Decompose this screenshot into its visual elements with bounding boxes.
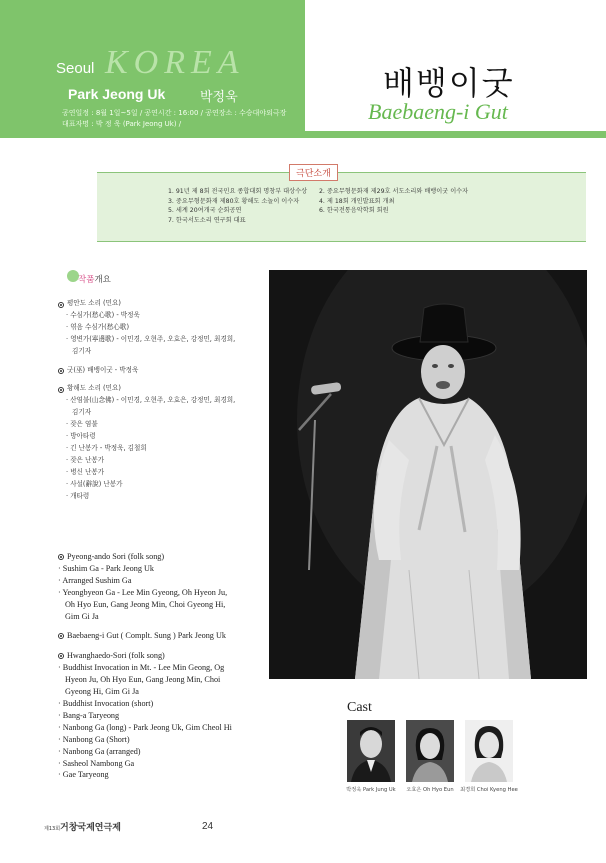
cast-photo xyxy=(347,720,395,782)
list-item: 김기자 xyxy=(72,346,92,355)
cast-name: 박정욱 Park Jung Uk xyxy=(346,787,396,793)
list-item: · 영변가(寧邊歌) - 이민경, 오현주, 오효은, 강정민, 최경희, xyxy=(66,334,236,343)
program-block xyxy=(58,551,273,622)
header-country: KOREA xyxy=(105,44,245,81)
representative-info: 대표자명 : 박 정 욱 (Park Jeong Uk) / xyxy=(62,120,182,128)
cast-name: 오효은 Oh Hyo Eun xyxy=(406,787,454,793)
list-item: · Buddhist Invocation in Mt. - Lee Min Geong, Og xyxy=(58,663,225,673)
troupe-leader-en: Park Jeong Uk xyxy=(68,86,166,102)
list-item: Gyeong Hi, Gim Gi Ja xyxy=(65,687,139,697)
troupe-leader-ko: 박정욱 xyxy=(200,90,238,105)
program-title: 굿(巫) 배뱅이굿 - 박정욱 xyxy=(67,365,139,374)
header-city: Seoul xyxy=(56,60,95,77)
cast-label: Cast xyxy=(347,700,372,715)
program-block xyxy=(58,298,273,358)
program-title-row xyxy=(58,650,273,662)
list-item: · 잦은 난봉가 xyxy=(66,455,105,464)
bullet-circle-icon xyxy=(58,387,64,393)
program-title-row xyxy=(58,383,273,395)
achievement: 6. 한국전통음악학회 회원 xyxy=(319,207,389,214)
list-item: · Yeongbyeon Ga - Lee Min Gyeong, Oh Hyeon Ju, xyxy=(58,587,228,597)
program-title: 평안도 소리 (민요) xyxy=(67,299,121,307)
festival-logo xyxy=(44,820,121,833)
list-item: · 수심가(愁心歌) - 박정욱 xyxy=(66,310,140,319)
cast-name: 최경희 Choi Kyeng Hee xyxy=(460,787,518,793)
list-item: · 병신 난봉가 xyxy=(66,467,105,476)
program-block xyxy=(58,365,273,377)
cast-portrait-icon xyxy=(347,720,395,782)
troupe-achievements-right xyxy=(319,187,509,216)
list-item: Oh Hyo Eun, Gang Jeong Min, Choi Gyeong Hi, xyxy=(65,599,226,609)
bullet-circle-icon xyxy=(58,554,64,560)
cast-portrait-icon xyxy=(465,720,513,782)
bullet-circle-icon xyxy=(58,633,64,639)
achievement: 2. 중요무형문화재 제29호 서도소리와 배뱅이굿 이수자 xyxy=(319,188,469,195)
list-item: Gim Gi Ja xyxy=(65,611,99,621)
list-item: · 방아타령 xyxy=(66,432,96,441)
program-title: 황해도 소리 (민요) xyxy=(67,384,121,393)
list-item: · Nanbong Ga (arranged) xyxy=(58,746,141,756)
list-item: · 긴 난봉가 - 박정욱, 김철희 xyxy=(66,443,147,452)
program-title-row xyxy=(58,365,273,377)
performance-info: 공연일정 : 8월 1일~5일 / 공연시간 : 16:00 / 공연장소 : 수승대야외극장 xyxy=(62,109,287,117)
festival-logo-edition: 제13회 xyxy=(44,826,61,832)
list-item: · Nanbong Ga (Short) xyxy=(58,734,130,744)
list-item: · Arranged Sushim Ga xyxy=(58,575,132,585)
program-title-row xyxy=(58,630,273,642)
list-item: · Sasheol Nambong Ga xyxy=(58,758,135,768)
program-korean xyxy=(58,298,273,510)
list-item: Hyeon Ju, Oh Hyo Eun, Gang Jeong Min, Choi xyxy=(65,675,221,685)
list-item: · Sushim Ga - Park Jeong Uk xyxy=(58,563,154,573)
achievement: 4. 제 18회 개인발표회 개최 xyxy=(319,197,395,205)
list-item: · 사설(辭說) 난봉가 xyxy=(66,479,123,488)
page-number: 24 xyxy=(202,821,214,832)
program-block xyxy=(58,650,273,781)
achievement: 7. 한국서도소리 연구회 대표 xyxy=(168,216,246,224)
list-item: · 잦은 염불 xyxy=(66,420,98,429)
cast-photo xyxy=(465,720,513,782)
performer-illustration xyxy=(269,270,587,679)
title-korean: 배뱅이굿 xyxy=(383,64,515,102)
festival-logo-text: 거창국제연극제 xyxy=(60,823,121,833)
list-item: · Bang-a Taryeong xyxy=(58,710,120,720)
cast-portrait-icon xyxy=(406,720,454,782)
title-english: Baebaeng-i Gut xyxy=(368,99,508,124)
program-title: Baebaeng-i Gut ( Complt. Sung ) Park Jeong Uk xyxy=(67,631,226,641)
list-item: · 산염불(山念佛) - 이민경, 오현주, 오효은, 강정민, 최경희, xyxy=(66,396,236,405)
program-title-row xyxy=(58,298,273,310)
troupe-intro-heading: 극단소개 xyxy=(289,164,338,181)
bullet-circle-icon xyxy=(58,653,64,659)
performer-photo xyxy=(269,270,587,679)
list-item: · Gae Taryeong xyxy=(58,770,109,780)
program-english xyxy=(58,551,273,789)
bullet-circle-icon xyxy=(58,368,64,374)
works-overview-heading xyxy=(78,273,111,285)
achievement: 3. 중요무형문화재 제80호 황해도 소놀이 이수자 xyxy=(168,197,300,205)
troupe-achievements-left xyxy=(168,187,318,225)
program-title-row xyxy=(58,551,273,563)
list-item: · 개타령 xyxy=(66,491,90,500)
header-rule xyxy=(300,131,606,138)
list-item: 김기자 xyxy=(72,408,92,417)
list-item: · Buddhist Invocation (short) xyxy=(58,698,154,708)
bullet-circle-icon xyxy=(58,302,64,308)
program-title: Hwanghaedo-Sori (folk song) xyxy=(67,651,165,661)
works-heading-highlight: 작품 xyxy=(78,275,95,285)
list-item: · Nanbong Ga (long) - Park Jeong Uk, Gim Cheol Hi xyxy=(58,722,232,732)
works-heading-rest: 개요 xyxy=(94,275,111,285)
program-block xyxy=(58,383,273,502)
achievement: 1. 91년 제 8회 전국민요 종합대회 명창부 대상수상 xyxy=(168,188,308,195)
achievement: 5. 세계 20여개국 순회공연 xyxy=(168,207,242,214)
program-title: Pyeong-ando Sori (folk song) xyxy=(67,552,165,561)
cast-photo xyxy=(406,720,454,782)
program-block xyxy=(58,630,273,642)
list-item: · 엮음 수심가(愁心歌) xyxy=(66,322,130,331)
